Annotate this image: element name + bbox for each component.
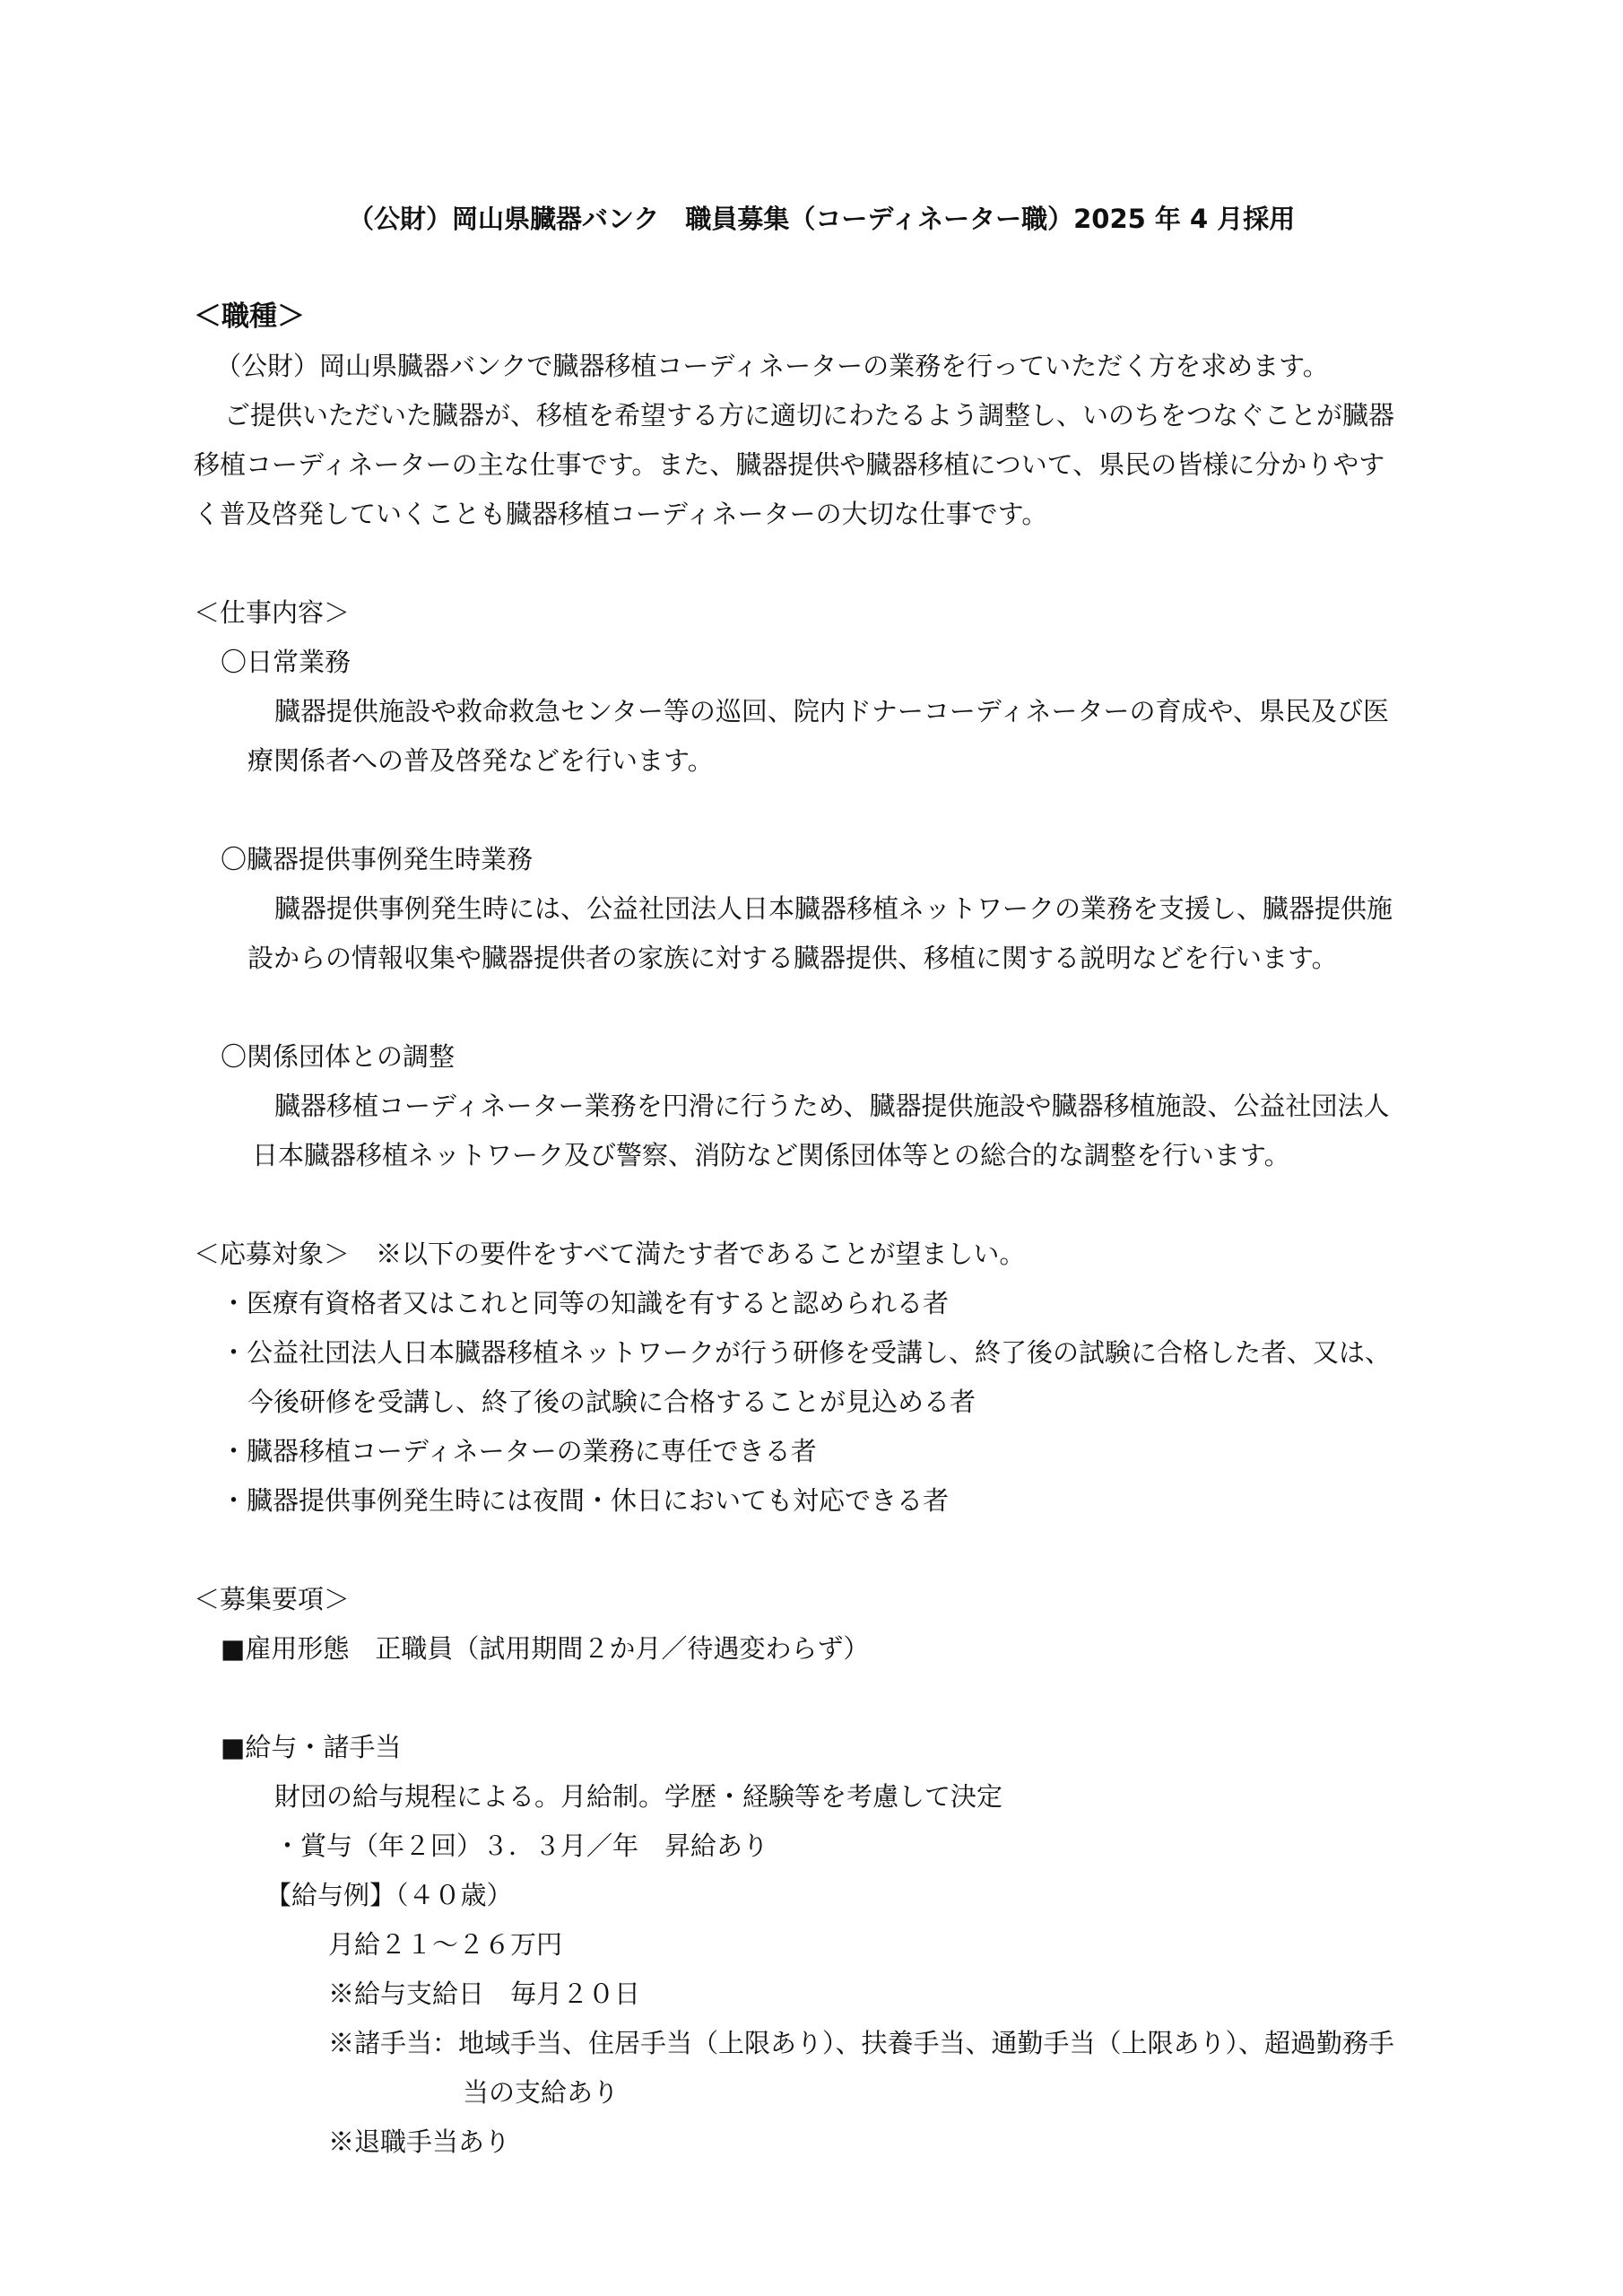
page-title: （公財）岡山県臓器バンク 職員募集（コーディネーター職）2025 年 4 月採用 [348,204,1296,234]
paragraph-line: 移植コーディネーターの主な仕事です。また、臓器提供や臓器移植について、県民の皆様に分かりやす [194,449,1385,480]
paragraph-line: 日本臓器移植ネットワーク及び警察、消防など関係団体等との総合的な調整を行います。 [252,1140,1290,1170]
subsection-title-daily: 〇日常業務 [221,647,352,677]
paragraph-line: 設からの情報収集や臓器提供者の家族に対する臓器提供、移植に関する説明などを行います。 [247,943,1338,973]
paragraph-line: （公財）岡山県臓器バンクで臓器移植コーディネーターの業務を行っていただく方を求めます。 [215,351,1329,381]
list-item: ・公益社団法人日本臓器移植ネットワークが行う研修を受講し、終了後の試験に合格した者、又は、 [221,1337,1392,1368]
paragraph-line: 臓器提供施設や救命救急センター等の巡回、院内ドナーコーディネーターの育成や、県民及び医 [274,696,1389,726]
allowances-continuation: 当の支給あり [463,2077,620,2108]
paragraph-line: 臓器提供事例発生時には、公益社団法人日本臓器移植ネットワークの業務を支援し、臓器提供施 [274,893,1393,924]
paragraph-line: く普及啓発していくことも臓器移植コーディネーターの大切な仕事です。 [194,499,1048,529]
list-item-continuation: 今後研修を受講し、終了後の試験に合格することが見込める者 [247,1387,976,1417]
section-heading-recruit: ＜募集要項＞ [194,1584,351,1614]
payday: ※給与支給日 毎月２０日 [328,1979,641,2009]
allowances: ※諸手当：地域手当、住居手当（上限あり）、扶養手当、通勤手当（上限あり）、超過勤務手 [328,2028,1395,2058]
subsection-title-coordination: 〇関係団体との調整 [221,1041,456,1072]
subsection-title-case: 〇臓器提供事例発生時業務 [221,844,534,874]
section-heading-job-type: ＜職種＞ [194,300,305,333]
section-heading-work: ＜仕事内容＞ [194,597,351,628]
list-item: ・臓器提供事例発生時には夜間・休日においても対応できる者 [221,1485,950,1516]
bonus-info: ・賞与（年２回）３．３月／年 昇給あり [274,1831,769,1861]
section-heading-eligibility: ＜応募対象＞ ※以下の要件をすべて満たす者であることが望ましい。 [194,1239,1026,1269]
paragraph-line: 療関係者への普及啓発などを行います。 [247,745,714,776]
employment-type: ■雇用形態 正職員（試用期間２か月／待遇変わらず） [221,1633,870,1664]
salary-rule: 財団の給与規程による。月給制。学歴・経験等を考慮して決定 [274,1781,1003,1812]
paragraph-line: ご提供いただいた臓器が、移植を希望する方に適切にわたるよう調整し、いのちをつなぐことが臓器 [224,400,1395,430]
list-item: ・医療有資格者又はこれと同等の知識を有すると認められる者 [221,1288,950,1318]
monthly-salary: 月給２１～２６万円 [328,1929,563,1960]
retirement-allowance: ※退職手当あり [328,2126,511,2157]
paragraph-line: 臓器移植コーディネーター業務を円滑に行うため、臓器提供施設や臓器移植施設、公益社団法人 [274,1091,1390,1121]
salary-example-title: 【給与例】（４０歳） [265,1880,513,1910]
salary-title: ■給与・諸手当 [221,1732,402,1762]
list-item: ・臓器移植コーディネーターの業務に専任できる者 [221,1436,817,1466]
